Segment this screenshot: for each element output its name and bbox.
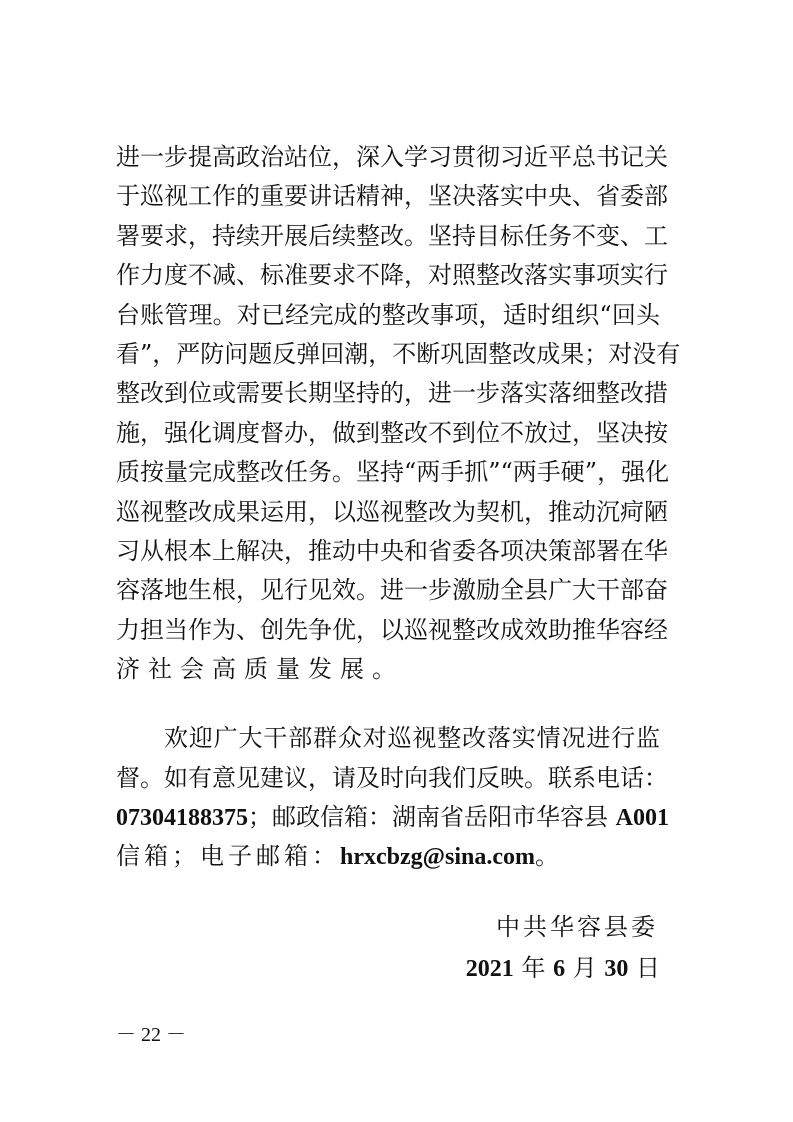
phone-number: 07304188375 [116, 805, 248, 831]
text-line: 巡视整改成果运用，以巡视整改为契机，推动沉疴陋 [116, 498, 668, 526]
text-line: 习从根本上解决，推动中央和省委各项决策部署在华 [116, 537, 668, 565]
text-line: 于巡视工作的重要讲话精神，坚决落实中央、省委部 [116, 182, 668, 210]
text-line: 台账管理。对已经完成的整改事项，适时组织“回头 [116, 301, 660, 329]
text-line: 看”，严防问题反弹回潮，不断巩固整改成果；对没有 [116, 340, 681, 368]
email-label: 信箱；电子邮箱： [116, 842, 340, 870]
text-line: 整改到位或需要长期坚持的，进一步落实落细整改措 [116, 379, 668, 407]
date-year: 2021 [465, 956, 514, 982]
mailbox-code: A001 [615, 805, 669, 831]
text-line: 欢迎广大干部群众对巡视整改落实情况进行监 [164, 724, 660, 752]
text-line: 施，强化调度督办，做到整改不到位不放过，坚决按 [116, 419, 668, 447]
text-line: 督。如有意见建议，请及时向我们反映。联系电话： [116, 764, 668, 792]
date-year-unit: 年 [521, 954, 546, 982]
text-line: 容落地生根，见行见效。进一步激励全县广大干部奋 [116, 576, 668, 604]
date-month: 6 [553, 956, 566, 982]
page-number: － 22 － [116, 1024, 186, 1046]
text-line: 力担当作为、创先争优，以巡视整改成效助推华容经 [116, 616, 668, 644]
date-day-unit: 日 [636, 954, 660, 982]
mailbox-text: ；邮政信箱：湖南省岳阳市华容县 [248, 803, 608, 831]
signature-date [466, 951, 660, 986]
text-line: 进一步提高政治站位，深入学习贯彻习近平总书记关 [116, 143, 668, 171]
signature-org: 中共华容县委 [496, 913, 658, 941]
date-month-unit: 月 [572, 954, 597, 982]
text-line: 质按量完成整改任务。坚持“两手抓”“两手硬”，强化 [116, 458, 670, 486]
text-line [116, 800, 669, 834]
email-address: hrxcbzg@sina.com [340, 844, 535, 870]
text-line: 作力度不减、标准要求不降，对照整改落实事项实行 [116, 261, 668, 289]
text-line: 济社会高质量发展。 [116, 655, 404, 683]
date-day: 30 [604, 956, 629, 982]
period: 。 [534, 842, 563, 870]
text-line [116, 839, 660, 873]
text-line: 署要求，持续开展后续整改。坚持目标任务不变、工 [116, 222, 668, 250]
